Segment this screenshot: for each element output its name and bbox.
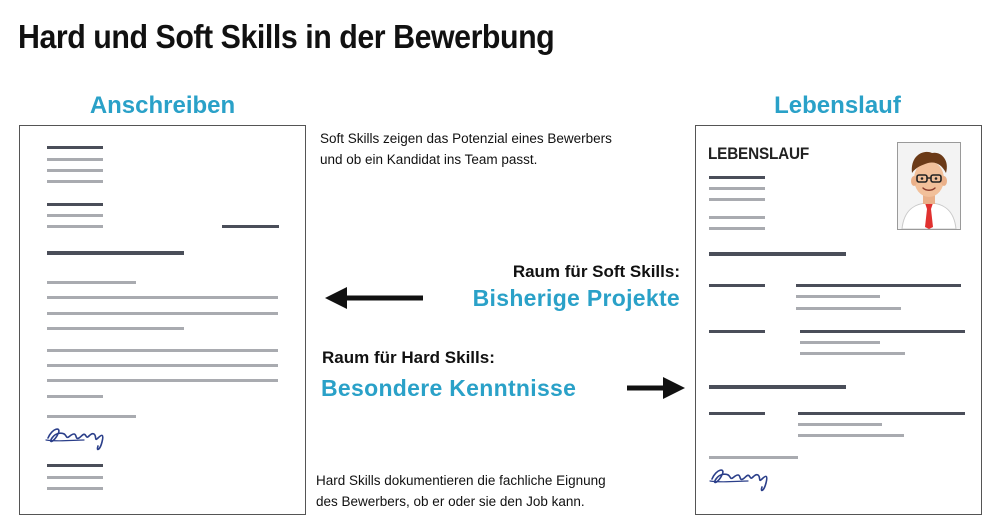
text-line xyxy=(47,312,278,315)
text-line xyxy=(47,379,278,382)
text-line xyxy=(47,395,103,398)
text-line xyxy=(47,364,278,367)
text-line xyxy=(47,203,103,206)
text-line xyxy=(798,423,882,426)
page-title: Hard und Soft Skills in der Bewerbung xyxy=(18,18,555,55)
soft-skills-label: Raum für Soft Skills: xyxy=(512,262,680,281)
text-line xyxy=(800,341,880,344)
text-line xyxy=(47,146,103,149)
text-line xyxy=(47,281,136,284)
text-line xyxy=(47,214,103,217)
text-line xyxy=(47,487,103,490)
applicant-photo xyxy=(897,142,961,230)
arrow-left-icon xyxy=(325,287,425,309)
note-line: des Bewerbers, ob er oder sie den Job kann. xyxy=(316,494,585,509)
text-line xyxy=(709,198,765,201)
text-line xyxy=(709,216,765,219)
cover-letter-page xyxy=(19,125,306,515)
text-line xyxy=(709,456,798,459)
date-line xyxy=(222,225,279,228)
soft-skills-value: Bisherige Projekte xyxy=(472,285,680,311)
text-line xyxy=(800,330,965,333)
hard-skills-value: Besondere Kenntnisse xyxy=(321,375,577,401)
text-line xyxy=(47,180,103,183)
text-line xyxy=(709,284,765,287)
text-line xyxy=(798,412,965,415)
cv-title: LEBENSLAUF xyxy=(708,144,810,163)
text-line xyxy=(47,158,103,161)
text-line xyxy=(709,187,765,190)
hard-skills-label: Raum für Hard Skills: xyxy=(322,348,495,367)
text-line xyxy=(796,307,901,310)
section-heading-line xyxy=(709,252,846,256)
person-avatar-icon xyxy=(898,143,960,229)
text-line xyxy=(47,464,103,467)
note-line: und ob ein Kandidat ins Team passt. xyxy=(320,152,538,167)
note-line: Hard Skills dokumentieren die fachliche Eignung xyxy=(316,473,606,488)
text-line xyxy=(800,352,905,355)
text-line xyxy=(709,176,765,179)
text-line xyxy=(798,434,904,437)
text-line xyxy=(796,284,961,287)
signature-icon xyxy=(44,420,114,456)
text-line xyxy=(47,415,136,418)
note-line: Soft Skills zeigen das Potenzial eines Bewerbers xyxy=(320,131,612,146)
text-line xyxy=(47,169,103,172)
text-line xyxy=(709,227,765,230)
arrow-right-icon xyxy=(627,377,685,399)
text-line xyxy=(47,296,278,299)
subject-line xyxy=(47,251,184,255)
text-line xyxy=(796,295,880,298)
cv-page xyxy=(695,125,982,515)
soft-skills-note xyxy=(320,128,680,170)
signature-icon xyxy=(708,461,778,497)
text-line xyxy=(47,225,103,228)
text-line xyxy=(47,349,278,352)
text-line xyxy=(47,327,184,330)
text-line xyxy=(709,330,765,333)
anschreiben-heading: Anschreiben xyxy=(89,92,236,119)
hard-skills-note xyxy=(316,470,686,512)
lebenslauf-heading: Lebenslauf xyxy=(774,92,901,119)
section-heading-line xyxy=(709,385,846,389)
text-line xyxy=(709,412,765,415)
text-line xyxy=(47,476,103,479)
